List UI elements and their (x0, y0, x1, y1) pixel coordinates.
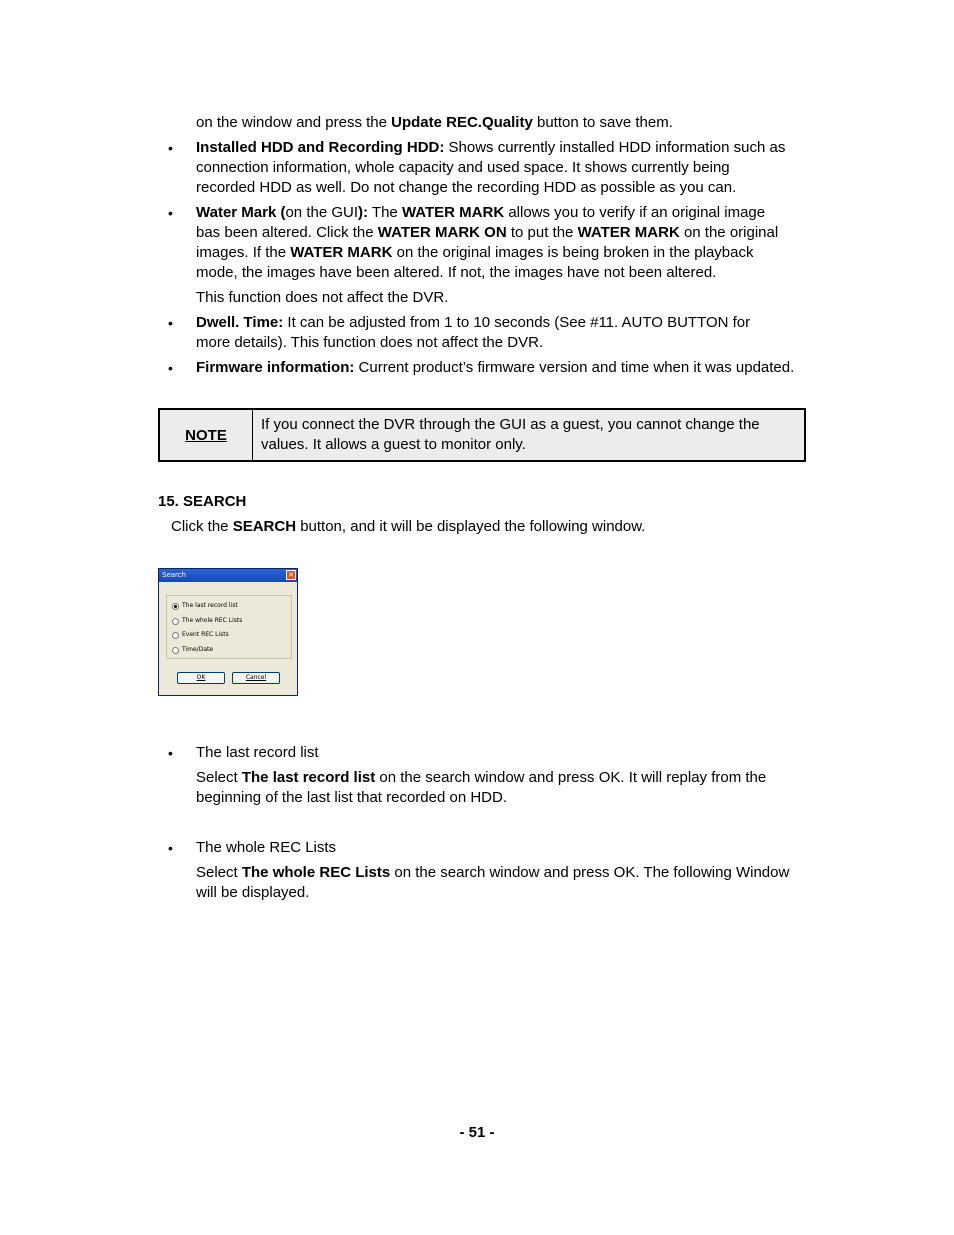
whole-rec-text: on the search window and press OK. The following Window (390, 864, 790, 881)
ok-button[interactable]: OK (177, 672, 225, 684)
watermark-text: The (368, 204, 402, 221)
hdd-line-2: connection information, whole capacity and used space. It shows currently being (196, 159, 730, 176)
search-term: SEARCH (232, 518, 297, 535)
intro-text: on the window and press the (196, 114, 392, 131)
watermark-line-4: mode, the images have been altered. If not, the images have not been altered. (196, 264, 717, 281)
hdd-title: Installed HDD and Recording HDD: (196, 139, 445, 156)
option-whole-rec-lists[interactable] (172, 617, 242, 625)
watermark-text: bas been altered. Click the (196, 224, 378, 241)
intro-text-end: button to save them. (532, 114, 673, 131)
radio-icon[interactable] (172, 618, 179, 625)
whole-rec-term: The whole REC Lists (241, 864, 391, 881)
last-record-term: The last record list (241, 769, 376, 786)
option-time-date[interactable] (172, 646, 213, 654)
close-icon[interactable]: ✕ (286, 570, 296, 580)
watermark-text: images. If the (196, 244, 291, 261)
watermark-text: on the original images is being broken in the playback (392, 244, 754, 261)
whole-rec-text: Select (196, 864, 242, 881)
watermark-colon: ): (358, 204, 369, 221)
note-label: NOTE (160, 410, 253, 460)
radio-selected-icon[interactable] (172, 603, 179, 610)
watermark-title: Water Mark ( (196, 204, 286, 221)
dwell-title: Dwell. Time: (196, 314, 284, 331)
note-text-line-2: values. It allows a guest to monitor only. (261, 436, 526, 453)
section-intro (171, 517, 645, 537)
intro-line (196, 113, 673, 133)
page-number: - 51 - (459, 1124, 495, 1141)
hdd-line-3: recorded HDD as well. Do not change the recording HDD as possible as you can. (196, 179, 737, 196)
watermark-line-2 (196, 223, 778, 243)
watermark-text: on the original (679, 224, 779, 241)
whole-rec-line-2: will be displayed. (196, 884, 310, 901)
option-label: The whole REC Lists (182, 617, 243, 624)
watermark-term: WATER MARK (577, 224, 680, 241)
last-record-line-1 (196, 768, 766, 788)
dwell-text: It can be adjusted from 1 to 10 seconds (See #11. AUTO BUTTON for (283, 314, 751, 331)
watermark-on-term: WATER MARK ON (377, 224, 507, 241)
firmware-text: Current product’s firmware version and time when it was updated. (354, 359, 795, 376)
section-heading: 15. SEARCH (158, 493, 247, 510)
bullet-dot: • (168, 205, 173, 221)
last-record-item: The last record list (196, 744, 319, 761)
dialog-title: Search (159, 569, 297, 582)
watermark-line-3 (196, 243, 754, 263)
firmware-line (196, 358, 794, 378)
section-intro-text: Click the (171, 518, 233, 535)
bullet-dot: • (168, 140, 173, 156)
watermark-line-1 (196, 203, 765, 223)
radio-icon[interactable] (172, 647, 179, 654)
search-dialog (158, 568, 298, 696)
whole-rec-line-1 (196, 863, 789, 883)
option-event-rec-lists[interactable] (172, 631, 229, 639)
watermark-text: allows you to verify if an original image (504, 204, 766, 221)
section-intro-text-end: button, and it will be displayed the following window. (296, 518, 646, 535)
note-box (158, 408, 806, 462)
watermark-line-5: This function does not affect the DVR. (196, 289, 449, 306)
hdd-line-1 (196, 138, 785, 158)
dwell-line-1 (196, 313, 750, 333)
dwell-line-2: more details). This function does not affect the DVR. (196, 334, 544, 351)
option-last-record-list[interactable] (172, 602, 238, 610)
watermark-text: to put the (506, 224, 578, 241)
watermark-term: WATER MARK (290, 244, 393, 261)
watermark-term: WATER MARK (401, 204, 505, 221)
radio-icon[interactable] (172, 632, 179, 639)
note-text-line-1: If you connect the DVR through the GUI as a guest, you cannot change the (261, 416, 760, 433)
bullet-dot: • (168, 315, 173, 331)
option-label: Time/Date (182, 646, 214, 653)
last-record-line-2: beginning of the last list that recorded on HDD. (196, 789, 508, 806)
cancel-button[interactable]: Cancel (232, 672, 280, 684)
bullet-dot: • (168, 360, 173, 376)
whole-rec-item: The whole REC Lists (196, 839, 337, 856)
update-rec-quality-term: Update REC.Quality (391, 114, 533, 131)
firmware-title: Firmware information: (196, 359, 355, 376)
bullet-dot: • (168, 840, 173, 856)
watermark-gui: on the GUI (285, 204, 359, 221)
option-label: Event REC Lists (182, 631, 229, 638)
last-record-text: Select (196, 769, 242, 786)
bullet-dot: • (168, 745, 173, 761)
last-record-text: on the search window and press OK. It will replay from the (375, 769, 767, 786)
option-label: The last record list (182, 602, 238, 609)
hdd-text: Shows currently installed HDD information such as (444, 139, 786, 156)
